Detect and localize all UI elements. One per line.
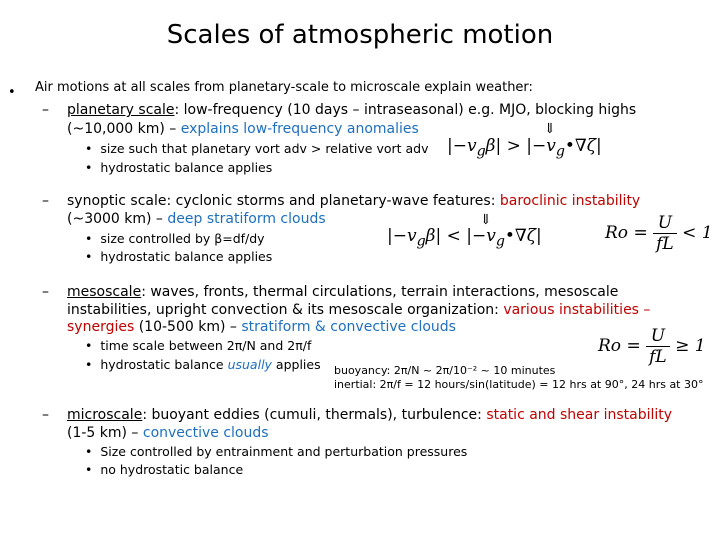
sub-bullet: • <box>85 141 93 156</box>
eq-part: β| < |−v <box>425 226 496 246</box>
eq-part: |−v <box>447 136 477 156</box>
ro-lhs: Ro = <box>598 336 641 356</box>
mesoscale-clouds: stratiform & convective clouds <box>241 319 456 335</box>
eq-sub: g <box>416 233 426 250</box>
planetary-arrow: ⇓ <box>544 121 556 137</box>
microscale-clouds: convective clouds <box>142 425 269 441</box>
mesoscale-line-1 <box>67 283 618 302</box>
mesoscale-desc: : waves, fronts, thermal circulations, terrain interactions, mesoscale <box>141 284 619 300</box>
intro-bullet: • <box>8 85 16 100</box>
mesoscale-dash: – <box>42 284 49 300</box>
eq-part: •∇ζ| <box>564 136 602 156</box>
planetary-sub-1-text: size such that planetary vort adv > relative vort adv <box>100 141 429 156</box>
mesoscale-sub-2 <box>85 357 321 372</box>
synoptic-line-2 <box>67 210 326 229</box>
planetary-sub-2 <box>85 160 272 175</box>
synoptic-sub-2 <box>85 249 272 264</box>
planetary-sub-1 <box>85 141 429 156</box>
intro-text: Air motions at all scales from planetary-scale to microscale explain weather: <box>35 80 533 95</box>
eq-sub: g <box>495 233 505 250</box>
ro-num: U <box>657 213 673 233</box>
planetary-desc: : low-frequency (10 days – intraseasonal) e.g. MJO, blocking highs <box>174 102 637 118</box>
sub-bullet: • <box>85 357 93 372</box>
synoptic-sub-2-text: hydrostatic balance applies <box>100 249 273 264</box>
ro-rhs: < 1 <box>682 223 713 243</box>
planetary-clouds: explains low-frequency anomalies <box>180 121 419 137</box>
synoptic-sub-1 <box>85 231 265 246</box>
mesoscale-instability: various instabilities – <box>503 302 651 318</box>
ro-fraction <box>653 213 677 254</box>
mesoscale-sub-2-text: hydrostatic balance <box>100 357 228 372</box>
synoptic-desc: synoptic scale: cyclonic storms and planetary-wave features: <box>67 193 500 209</box>
microscale-line-1 <box>67 406 672 425</box>
synoptic-line-1 <box>67 192 640 211</box>
planetary-sub-2-text: hydrostatic balance applies <box>100 160 273 175</box>
planetary-vorticity-equation <box>447 136 602 159</box>
mesoscale-desc-2: instabilities, upright convection & its mesoscale organization: <box>67 302 504 318</box>
microscale-sub-1 <box>85 444 467 459</box>
synoptic-size: (~3000 km) – <box>67 211 168 227</box>
microscale-line-2 <box>67 424 269 443</box>
sub-bullet: • <box>85 160 93 175</box>
synoptic-clouds: deep stratiform clouds <box>167 211 326 227</box>
sub-bullet: • <box>85 444 93 459</box>
eq-part: |−v <box>387 226 417 246</box>
synoptic-sub-1-text: size controlled by β=df/dy <box>100 231 265 246</box>
eq-part: •∇ζ| <box>504 226 542 246</box>
synoptic-dash: – <box>42 193 49 209</box>
planetary-label: planetary scale <box>67 102 175 118</box>
inertial-timescale: inertial: 2π/f = 12 hours/sin(latitude) = 12 hrs at 90°, 24 hrs at 30° <box>334 378 704 391</box>
ro-den: fL <box>653 233 677 254</box>
microscale-instability: static and shear instability <box>486 407 673 423</box>
mesoscale-synergies: synergies <box>67 319 135 335</box>
mesoscale-label: mesoscale <box>67 284 142 300</box>
sub-bullet: • <box>85 231 93 246</box>
planetary-dash: – <box>42 102 49 118</box>
synoptic-arrow: ⇓ <box>480 212 492 228</box>
sub-bullet: • <box>85 462 93 477</box>
microscale-sub-2 <box>85 462 243 477</box>
synoptic-vorticity-equation <box>387 226 542 249</box>
mesoscale-size: (10-500 km) – <box>134 319 242 335</box>
microscale-sub-2-text: no hydrostatic balance <box>100 462 244 477</box>
planetary-size: (~10,000 km) – <box>67 121 181 137</box>
sub-bullet: • <box>85 338 93 353</box>
microscale-label: microscale <box>67 407 143 423</box>
page-title: Scales of atmospheric motion <box>166 20 554 50</box>
synoptic-rossby-equation <box>605 213 713 254</box>
ro-fraction <box>646 326 670 367</box>
ro-rhs: ≥ 1 <box>675 336 706 356</box>
mesoscale-usually: usually <box>227 357 272 372</box>
mesoscale-line-3 <box>67 318 456 337</box>
ro-lhs: Ro = <box>605 223 648 243</box>
synoptic-instability: baroclinic instability <box>499 193 641 209</box>
eq-part: β| > |−v <box>485 136 556 156</box>
buoyancy-timescale: buoyancy: 2π/N ~ 2π/10⁻² ~ 10 minutes <box>334 364 556 377</box>
mesoscale-sub-1-text: time scale between 2π/N and 2π/f <box>100 338 312 353</box>
eq-sub: g <box>555 143 565 160</box>
mesoscale-sub-2-end: applies <box>271 357 321 372</box>
sub-bullet: • <box>85 249 93 264</box>
microscale-desc: : buoyant eddies (cumuli, thermals), turbulence: <box>142 407 487 423</box>
microscale-dash: – <box>42 407 49 423</box>
mesoscale-sub-1 <box>85 338 311 353</box>
eq-sub: g <box>476 143 486 160</box>
microscale-size: (1-5 km) – <box>67 425 143 441</box>
ro-num: U <box>650 326 666 346</box>
planetary-line-1 <box>67 101 636 120</box>
planetary-line-2 <box>67 120 419 139</box>
microscale-sub-1-text: Size controlled by entrainment and perturbation pressures <box>100 444 468 459</box>
mesoscale-rossby-equation <box>598 326 706 367</box>
ro-den: fL <box>646 346 670 367</box>
